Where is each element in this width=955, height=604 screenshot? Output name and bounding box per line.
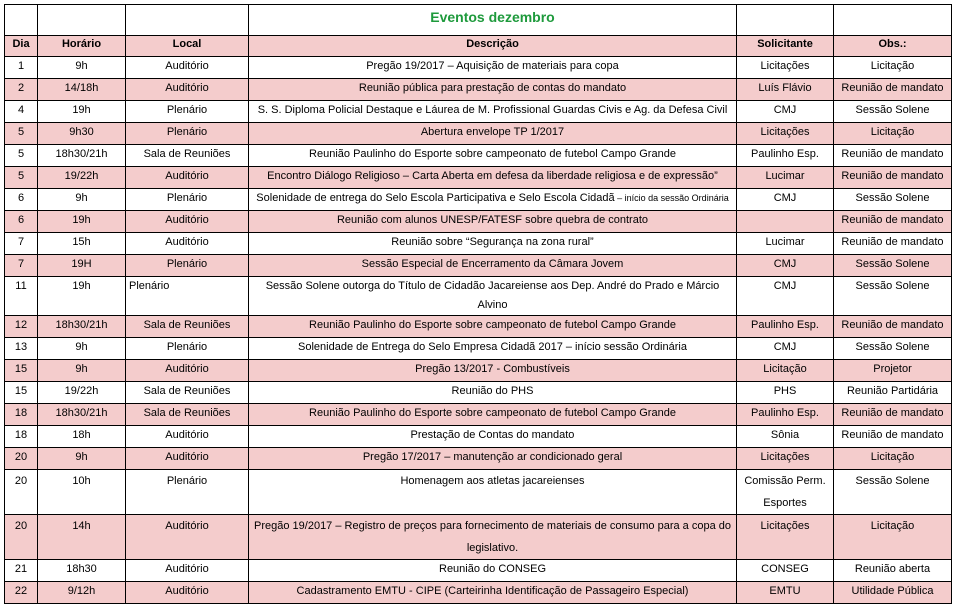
cell-descricao: Pregão 19/2017 – Aquisição de materiais para copa bbox=[249, 57, 737, 79]
cell-dia: 6 bbox=[5, 211, 38, 233]
table-row bbox=[5, 57, 952, 79]
cell-horario: 19h bbox=[38, 101, 126, 123]
title-blank-cell bbox=[126, 5, 249, 36]
table-row bbox=[5, 360, 952, 382]
table-row bbox=[5, 515, 952, 560]
title-blank-cell bbox=[834, 5, 952, 36]
cell-obs: Sessão Solene bbox=[834, 470, 952, 515]
table-row bbox=[5, 426, 952, 448]
title-blank-cell bbox=[38, 5, 126, 36]
cell-dia: 12 bbox=[5, 316, 38, 338]
title-blank-cell bbox=[5, 5, 38, 36]
cell-descricao: Pregão 19/2017 – Registro de preços para fornecimento de materiais de consumo para a copa do legislativo. bbox=[249, 515, 737, 560]
cell-solicitante: Paulinho Esp. bbox=[737, 316, 834, 338]
cell-obs: Reunião de mandato bbox=[834, 233, 952, 255]
cell-solicitante: CMJ bbox=[737, 101, 834, 123]
table-row bbox=[5, 277, 952, 316]
cell-solicitante: Paulinho Esp. bbox=[737, 145, 834, 167]
cell-obs: Reunião de mandato bbox=[834, 145, 952, 167]
cell-dia: 20 bbox=[5, 515, 38, 560]
header-row bbox=[5, 36, 952, 57]
cell-dia: 5 bbox=[5, 167, 38, 189]
cell-solicitante: PHS bbox=[737, 382, 834, 404]
header-solicitante: Solicitante bbox=[737, 36, 834, 57]
cell-dia: 15 bbox=[5, 382, 38, 404]
events-table bbox=[4, 4, 952, 604]
cell-dia: 6 bbox=[5, 189, 38, 211]
cell-obs: Sessão Solene bbox=[834, 255, 952, 277]
cell-dia: 2 bbox=[5, 79, 38, 101]
cell-obs: Licitação bbox=[834, 448, 952, 470]
cell-descricao: Pregão 13/2017 - Combustíveis bbox=[249, 360, 737, 382]
cell-horario: 19H bbox=[38, 255, 126, 277]
table-row bbox=[5, 382, 952, 404]
cell-obs: Utilidade Pública bbox=[834, 582, 952, 604]
cell-descricao: Reunião Paulinho do Esporte sobre campeonato de futebol Campo Grande bbox=[249, 316, 737, 338]
table-row bbox=[5, 233, 952, 255]
cell-descricao: Reunião Paulinho do Esporte sobre campeonato de futebol Campo Grande bbox=[249, 404, 737, 426]
cell-local: Auditório bbox=[126, 79, 249, 101]
cell-dia: 4 bbox=[5, 101, 38, 123]
cell-dia: 7 bbox=[5, 233, 38, 255]
table-row bbox=[5, 145, 952, 167]
table-row bbox=[5, 167, 952, 189]
cell-descricao: Reunião do PHS bbox=[249, 382, 737, 404]
cell-dia: 20 bbox=[5, 470, 38, 515]
cell-horario: 19/22h bbox=[38, 167, 126, 189]
cell-local: Sala de Reuniões bbox=[126, 382, 249, 404]
cell-local: Auditório bbox=[126, 560, 249, 582]
cell-horario: 9h bbox=[38, 57, 126, 79]
cell-dia: 7 bbox=[5, 255, 38, 277]
cell-local: Plenário bbox=[126, 338, 249, 360]
table-row bbox=[5, 470, 952, 515]
cell-descricao: Reunião pública para prestação de contas do mandato bbox=[249, 79, 737, 101]
cell-dia: 5 bbox=[5, 123, 38, 145]
cell-local: Plenário bbox=[126, 101, 249, 123]
table-row bbox=[5, 211, 952, 233]
header-obs: Obs.: bbox=[834, 36, 952, 57]
cell-descricao: Sessão Especial de Encerramento da Câmara Jovem bbox=[249, 255, 737, 277]
cell-horario: 9h bbox=[38, 338, 126, 360]
cell-horario: 15h bbox=[38, 233, 126, 255]
cell-local: Sala de Reuniões bbox=[126, 404, 249, 426]
cell-dia: 13 bbox=[5, 338, 38, 360]
table-row bbox=[5, 255, 952, 277]
cell-horario: 9h bbox=[38, 189, 126, 211]
cell-local: Sala de Reuniões bbox=[126, 316, 249, 338]
cell-descricao: Pregão 17/2017 – manutenção ar condicionado geral bbox=[249, 448, 737, 470]
cell-descricao-text: Solenidade de entrega do Selo Escola Participativa e Selo Escola Cidadã bbox=[256, 192, 615, 204]
cell-solicitante: Licitações bbox=[737, 57, 834, 79]
cell-local: Plenário bbox=[126, 277, 249, 316]
cell-local: Auditório bbox=[126, 515, 249, 560]
cell-solicitante: CMJ bbox=[737, 338, 834, 360]
table-row bbox=[5, 404, 952, 426]
cell-local: Plenário bbox=[126, 189, 249, 211]
cell-horario: 19/22h bbox=[38, 382, 126, 404]
cell-obs: Reunião de mandato bbox=[834, 426, 952, 448]
cell-solicitante: EMTU bbox=[737, 582, 834, 604]
cell-obs: Projetor bbox=[834, 360, 952, 382]
cell-horario: 18h30/21h bbox=[38, 404, 126, 426]
cell-dia: 22 bbox=[5, 582, 38, 604]
cell-descricao: Reunião do CONSEG bbox=[249, 560, 737, 582]
cell-solicitante: Lucimar bbox=[737, 233, 834, 255]
cell-horario: 10h bbox=[38, 470, 126, 515]
cell-descricao: Prestação de Contas do mandato bbox=[249, 426, 737, 448]
cell-dia: 11 bbox=[5, 277, 38, 316]
cell-horario: 18h bbox=[38, 426, 126, 448]
cell-solicitante: Paulinho Esp. bbox=[737, 404, 834, 426]
table-row bbox=[5, 560, 952, 582]
cell-local: Auditório bbox=[126, 360, 249, 382]
cell-solicitante: Licitações bbox=[737, 123, 834, 145]
cell-horario: 9h bbox=[38, 360, 126, 382]
cell-obs: Licitação bbox=[834, 123, 952, 145]
cell-solicitante: Licitação bbox=[737, 360, 834, 382]
cell-horario: 19h bbox=[38, 277, 126, 316]
cell-obs: Licitação bbox=[834, 57, 952, 79]
cell-descricao: Encontro Diálogo Religioso – Carta Aberta em defesa da liberdade religiosa e de expressão” bbox=[249, 167, 737, 189]
cell-local: Auditório bbox=[126, 57, 249, 79]
header-dia: Dia bbox=[5, 36, 38, 57]
cell-obs: Reunião de mandato bbox=[834, 211, 952, 233]
table-row bbox=[5, 582, 952, 604]
cell-obs: Sessão Solene bbox=[834, 277, 952, 316]
table-title: Eventos dezembro bbox=[249, 5, 737, 36]
cell-descricao: Reunião sobre “Segurança na zona rural” bbox=[249, 233, 737, 255]
title-blank-cell bbox=[737, 5, 834, 36]
cell-local: Auditório bbox=[126, 582, 249, 604]
cell-local: Auditório bbox=[126, 426, 249, 448]
cell-obs: Sessão Solene bbox=[834, 189, 952, 211]
cell-solicitante: CMJ bbox=[737, 189, 834, 211]
cell-horario: 9/12h bbox=[38, 582, 126, 604]
cell-dia: 18 bbox=[5, 404, 38, 426]
cell-local: Auditório bbox=[126, 167, 249, 189]
cell-dia: 15 bbox=[5, 360, 38, 382]
cell-descricao: Reunião Paulinho do Esporte sobre campeonato de futebol Campo Grande bbox=[249, 145, 737, 167]
cell-descricao: Homenagem aos atletas jacareienses bbox=[249, 470, 737, 515]
cell-horario: 9h30 bbox=[38, 123, 126, 145]
cell-solicitante: CONSEG bbox=[737, 560, 834, 582]
cell-horario: 9h bbox=[38, 448, 126, 470]
table-row bbox=[5, 316, 952, 338]
cell-descricao bbox=[249, 189, 737, 211]
cell-obs: Reunião de mandato bbox=[834, 404, 952, 426]
cell-descricao: Sessão Solene outorga do Título de Cidadão Jacareiense aos Dep. André do Prado e Márcio Alvino bbox=[249, 277, 737, 316]
cell-horario: 19h bbox=[38, 211, 126, 233]
header-horario: Horário bbox=[38, 36, 126, 57]
cell-dia: 1 bbox=[5, 57, 38, 79]
cell-descricao: Abertura envelope TP 1/2017 bbox=[249, 123, 737, 145]
cell-solicitante: Comissão Perm. Esportes bbox=[737, 470, 834, 515]
cell-local: Plenário bbox=[126, 470, 249, 515]
cell-local: Plenário bbox=[126, 123, 249, 145]
table-row bbox=[5, 189, 952, 211]
cell-solicitante: CMJ bbox=[737, 255, 834, 277]
cell-solicitante bbox=[737, 211, 834, 233]
cell-descricao-note: – início da sessão Ordinária bbox=[614, 193, 729, 203]
cell-descricao: Reunião com alunos UNESP/FATESF sobre quebra de contrato bbox=[249, 211, 737, 233]
cell-descricao: Cadastramento EMTU - CIPE (Carteirinha Identificação de Passageiro Especial) bbox=[249, 582, 737, 604]
events-table-container bbox=[4, 4, 952, 604]
cell-local: Sala de Reuniões bbox=[126, 145, 249, 167]
cell-local: Auditório bbox=[126, 448, 249, 470]
cell-dia: 5 bbox=[5, 145, 38, 167]
table-row bbox=[5, 123, 952, 145]
cell-obs: Reunião de mandato bbox=[834, 316, 952, 338]
cell-obs: Sessão Solene bbox=[834, 101, 952, 123]
table-row bbox=[5, 79, 952, 101]
cell-obs: Reunião de mandato bbox=[834, 167, 952, 189]
title-row bbox=[5, 5, 952, 36]
cell-obs: Reunião Partidária bbox=[834, 382, 952, 404]
cell-horario: 14/18h bbox=[38, 79, 126, 101]
cell-dia: 20 bbox=[5, 448, 38, 470]
cell-obs: Licitação bbox=[834, 515, 952, 560]
cell-solicitante: Licitações bbox=[737, 448, 834, 470]
table-row bbox=[5, 448, 952, 470]
cell-local: Auditório bbox=[126, 233, 249, 255]
cell-obs: Reunião aberta bbox=[834, 560, 952, 582]
cell-obs: Reunião de mandato bbox=[834, 79, 952, 101]
table-row bbox=[5, 101, 952, 123]
cell-solicitante: Sônia bbox=[737, 426, 834, 448]
cell-horario: 18h30 bbox=[38, 560, 126, 582]
cell-descricao: Solenidade de Entrega do Selo Empresa Cidadã 2017 – início sessão Ordinária bbox=[249, 338, 737, 360]
cell-solicitante: CMJ bbox=[737, 277, 834, 316]
cell-solicitante: Lucimar bbox=[737, 167, 834, 189]
cell-descricao: S. S. Diploma Policial Destaque e Láurea de M. Profissional Guardas Civis e Ag. da Defesa Civil bbox=[249, 101, 737, 123]
cell-local: Plenário bbox=[126, 255, 249, 277]
cell-horario: 18h30/21h bbox=[38, 316, 126, 338]
cell-local: Auditório bbox=[126, 211, 249, 233]
cell-obs: Sessão Solene bbox=[834, 338, 952, 360]
cell-horario: 14h bbox=[38, 515, 126, 560]
cell-horario: 18h30/21h bbox=[38, 145, 126, 167]
cell-dia: 21 bbox=[5, 560, 38, 582]
header-descricao: Descrição bbox=[249, 36, 737, 57]
table-row bbox=[5, 338, 952, 360]
cell-solicitante: Luís Flávio bbox=[737, 79, 834, 101]
cell-solicitante: Licitações bbox=[737, 515, 834, 560]
cell-dia: 18 bbox=[5, 426, 38, 448]
header-local: Local bbox=[126, 36, 249, 57]
